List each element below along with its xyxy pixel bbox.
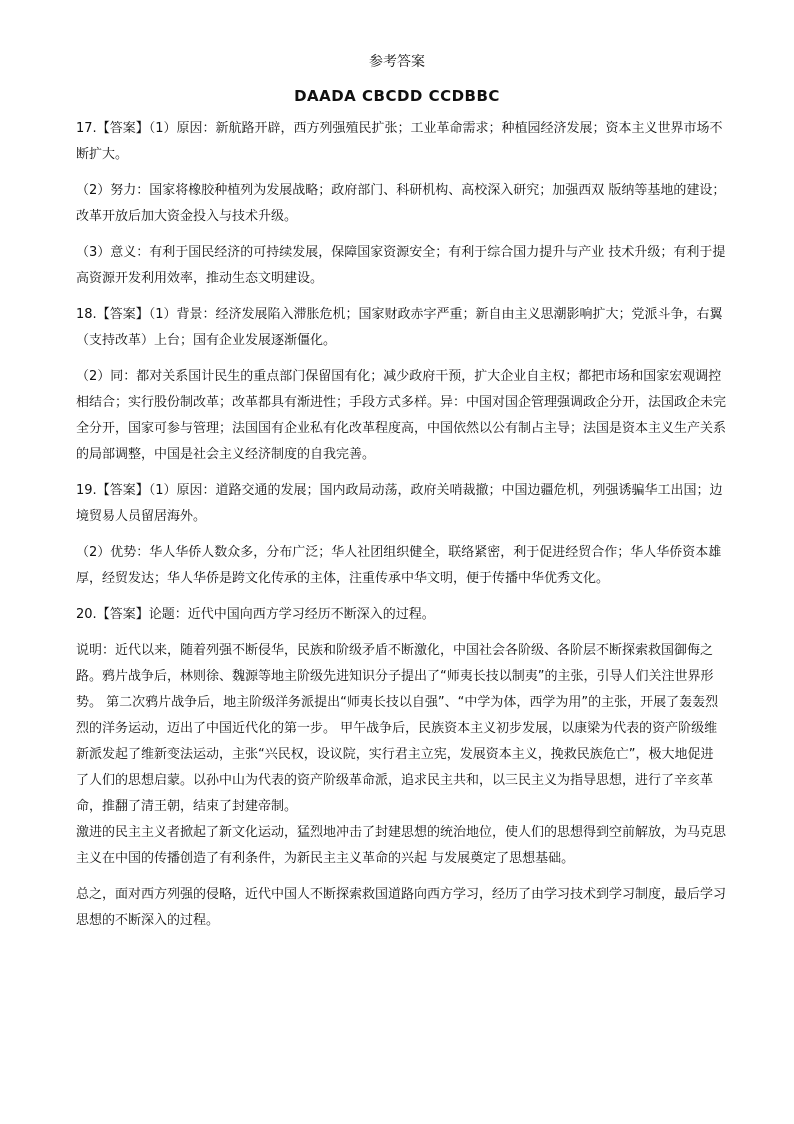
q17-answer-3: （3）意义：有利于国民经济的可持续发展，保障国家资源安全；有利于综合国力提升与产业 技术升级；有利于提高资源开发利用效率，推动生态文明建设。 bbox=[76, 245, 726, 286]
answer-text: （1）背景：经济发展陷入滞胀危机；国家财政赤字严重；新自由主义思潮影响扩大；党派斗争，右翼（支持改革）上台；国有企业发展逐渐僵化。 bbox=[76, 307, 723, 348]
answer-label: 【答案】 bbox=[96, 121, 149, 136]
q20-explanation-2: 激进的民主主义者掀起了新文化运动，猛烈地冲击了封建思想的统治地位，使人们的思想得到空前解放，为马克思主义在中国的传播创造了有利条件，为新民主主义革命的兴起 与发展奠定了思想基础。 bbox=[76, 825, 727, 866]
q19-answer-1 bbox=[76, 478, 726, 530]
answer-label: 【答案】 bbox=[96, 483, 149, 498]
q17-answer-1 bbox=[76, 116, 726, 168]
q17-answer-2: （2）努力：国家将橡胶种植列为发展战略；政府部门、科研机构、高校深入研究；加强西双 版纳等基地的建设；改革开放后加大资金投入与技术升级。 bbox=[76, 183, 726, 224]
q18-answer-1 bbox=[76, 302, 726, 354]
q20-explanation-1: 说明：近代以来，随着列强不断侵华，民族和阶级矛盾不断激化，中国社会各阶级、各阶层不断探索救国御侮之路。鸦片战争后，林则徐、魏源等地主阶级先进知识分子提出了“师夷长技以制夷”的主张，引导人们关注世界形势。 第二次鸦片战争后，地主阶级洋务派提出“师夷长技以自强”、“中学为体，西学为用”的主张，开展了轰轰烈烈的洋务运动，迈出了中国近代化的第一步。 甲午战争后，民族资本主义初步发展，以康梁为代表的资产阶级维新派发起了维新变法运动，主张“兴民权，设议院，实行君主立宪，发展资本主义，挽救民族危亡”，极大地促进了人们的思想启蒙。以孙中山为代表的资产阶级革命派，追求民主共和，以三民主义为指导思想，进行了辛亥革命，推翻了清王朝，结束了封建帝制。 bbox=[76, 643, 719, 814]
answer-label: 【答案】 bbox=[96, 307, 149, 322]
q18-answer-2: （2）同：都对关系国计民生的重点部门保留国有化；减少政府干预，扩大企业自主权；都把市场和国家宏观调控相结合；实行股份制改革；改革都具有渐进性；手段方式多样。异：中国对国企管理强调政企分开，法国政企未完全分开，国家可参与管理；法国国有企业私有化改革程度高，中国依然以公有制占主导；法国是资本主义生产关系的局部调整，中国是社会主义经济制度的自我完善。 bbox=[76, 369, 727, 462]
page-title: 参考答案 bbox=[369, 54, 425, 70]
question-number: 20. bbox=[76, 607, 97, 622]
q20-conclusion: 总之，面对西方列强的侵略，近代中国人不断探索救国道路向西方学习，经历了由学习技术到学习制度，最后学习思想的不断深入的过程。 bbox=[76, 887, 727, 928]
choice-answers: DAADA CBCDD CCDBBC bbox=[294, 87, 500, 105]
q19-answer-2: （2）优势：华人华侨人数众多，分布广泛；华人社团组织健全，联络紧密，利于促进经贸合作；华人华侨资本雄厚，经贸发达；华人华侨是跨文化传承的主体，注重传承中华文明，便于传播中华优秀文化。 bbox=[76, 545, 722, 586]
answer-text: （1）原因：新航路开辟，西方列强殖民扩张；工业革命需求；种植园经济发展；资本主义世界市场不断扩大。 bbox=[76, 121, 723, 162]
q20-thesis bbox=[76, 602, 726, 628]
question-number: 18. bbox=[76, 307, 97, 322]
question-number: 17. bbox=[76, 121, 97, 136]
answer-label: 【答案】 bbox=[96, 607, 149, 622]
answer-text: （1）原因：道路交通的发展；国内政局动荡，政府关哨裁撤；中国边疆危机，列强诱骗华工出国；边境贸易人员留居海外。 bbox=[76, 483, 723, 524]
question-number: 19. bbox=[76, 483, 97, 498]
answer-content bbox=[76, 116, 726, 944]
answer-text: 论题：近代中国向西方学习经历不断深入的过程。 bbox=[148, 607, 435, 622]
